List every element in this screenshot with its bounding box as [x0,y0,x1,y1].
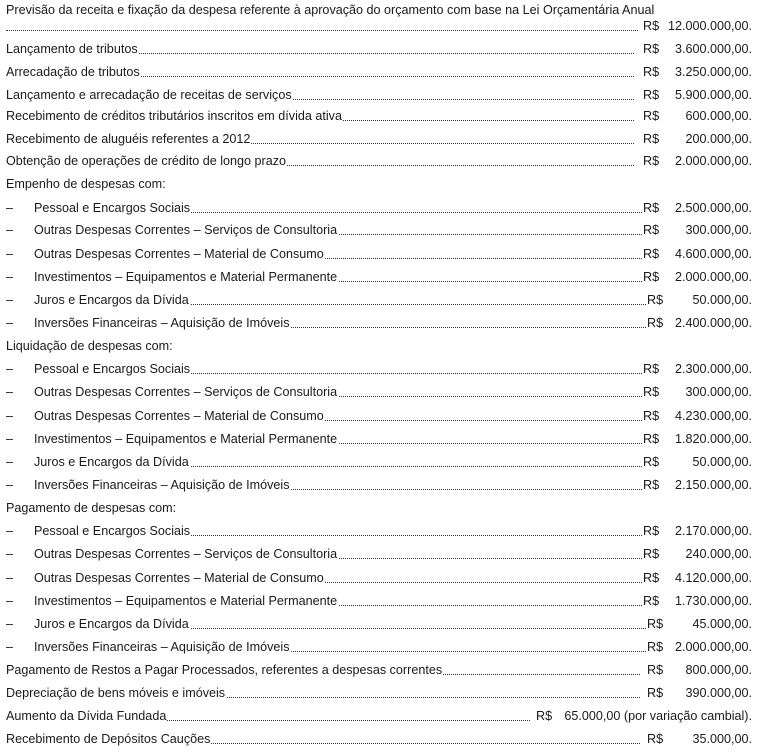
dash-marker: – [6,524,14,538]
list-item [6,593,752,609]
dash-marker: – [6,409,14,423]
list-item [6,246,752,262]
currency-symbol: R$ [643,270,660,284]
amount-value: 390.000,00. [685,686,752,700]
currency-symbol: R$ [647,617,664,631]
amount-value: 65.000,00 (por variação cambial). [564,709,752,723]
currency-symbol: R$ [647,316,664,330]
item-label: Recebimento de Depósitos Cauções [6,732,211,746]
currency-symbol: R$ [647,640,664,654]
item-label: Inversões Financeiras – Aquisição de Imóveis [34,316,290,330]
dash-marker: – [6,362,14,376]
currency-symbol: R$ [536,709,553,723]
amount-value: 45.000,00. [692,617,752,631]
amount-value: 2.150.000,00. [674,478,752,492]
amount-value: 4.600.000,00. [674,247,752,261]
list-item [6,315,752,331]
item-label: Pessoal e Encargos Sociais [34,524,191,538]
dash-marker: – [6,270,14,284]
amount-value: 4.230.000,00. [674,409,752,423]
dash-marker: – [6,547,14,561]
item-label: Outras Despesas Correntes – Material de Consumo [34,571,324,585]
amount-value: 3.250.000,00. [674,65,752,79]
currency-symbol: R$ [643,132,660,146]
amount-value: 3.600.000,00. [674,42,752,56]
intro-text: Previsão da receita e fixação da despesa referente à aprovação do orçamento com base na Lei Orçamentária Anual [6,3,655,17]
currency-symbol: R$ [643,65,660,79]
section-heading: Empenho de despesas com: [6,177,166,191]
amount-value: 1.730.000,00. [674,594,752,608]
item-label: Outras Despesas Correntes – Material de Consumo [34,409,324,423]
list-item [6,454,752,470]
currency-symbol: R$ [643,455,660,469]
item-label: Outras Despesas Correntes – Serviços de Consultoria [34,385,338,399]
currency-symbol: R$ [643,594,660,608]
currency-symbol: R$ [643,432,660,446]
currency-symbol: R$ [643,42,660,56]
currency-symbol: R$ [647,686,664,700]
list-item [6,131,752,147]
item-label: Outras Despesas Correntes – Material de Consumo [34,247,324,261]
amount-value: 2.000.000,00. [674,154,752,168]
amount-value: 2.300.000,00. [674,362,752,376]
item-label: Investimentos – Equipamentos e Material Permanente [34,270,338,284]
dash-marker: – [6,223,14,237]
list-item [6,200,752,216]
item-label: Inversões Financeiras – Aquisição de Imóveis [34,478,290,492]
amount-value: 4.120.000,00. [674,571,752,585]
currency-symbol: R$ [643,109,660,123]
list-item [6,708,752,724]
item-label: Investimentos – Equipamentos e Material Permanente [34,594,338,608]
amount-value: 2.400.000,00. [674,316,752,330]
dash-marker: – [6,247,14,261]
dash-marker: – [6,385,14,399]
item-label: Recebimento de créditos tributários inscritos em dívida ativa [6,109,342,123]
dash-marker: – [6,293,14,307]
item-label: Pagamento de Restos a Pagar Processados, referentes a despesas correntes [6,663,443,677]
amount-value: 240.000,00. [685,547,752,561]
amount-value: 2.500.000,00. [674,201,752,215]
currency-symbol: R$ [643,154,660,168]
dash-marker: – [6,432,14,446]
item-label: Lançamento de tributos [6,42,138,56]
amount-value: 50.000,00. [692,293,752,307]
list-item [6,477,752,493]
list-item [6,361,752,377]
item-label: Lançamento e arrecadação de receitas de serviços [6,88,292,102]
item-label: Outras Despesas Correntes – Serviços de Consultoria [34,223,338,237]
list-item [6,41,752,57]
dash-marker: – [6,617,14,631]
amount-value: 5.900.000,00. [674,88,752,102]
list-item [6,108,752,124]
currency-symbol: R$ [647,663,664,677]
list-item [6,731,752,747]
dash-marker: – [6,478,14,492]
currency-symbol: R$ [643,362,660,376]
dash-marker: – [6,455,14,469]
currency-symbol: R$ [643,409,660,423]
amount-value: 600.000,00. [685,109,752,123]
intro-amount-row [6,18,752,34]
list-item [6,408,752,424]
amount-value: 2.000.000,00. [674,640,752,654]
list-item [6,546,752,562]
list-item [6,153,752,169]
list-item [6,431,752,447]
item-label: Investimentos – Equipamentos e Material Permanente [34,432,338,446]
currency-symbol: R$ [643,524,660,538]
item-label: Depreciação de bens móveis e imóveis [6,686,226,700]
dash-marker: – [6,316,14,330]
item-label: Pessoal e Encargos Sociais [34,362,191,376]
amount-value: 2.000.000,00. [674,270,752,284]
dot-leader [6,30,638,31]
currency-symbol: R$ [643,223,660,237]
amount-value: 800.000,00. [685,663,752,677]
dash-marker: – [6,640,14,654]
item-label: Inversões Financeiras – Aquisição de Imóveis [34,640,290,654]
item-label: Arrecadação de tributos [6,65,140,79]
list-item [6,292,752,308]
currency-symbol: R$ [643,478,660,492]
amount-value: 1.820.000,00. [674,432,752,446]
currency-symbol: R$ [643,247,660,261]
list-item [6,64,752,80]
list-item [6,662,752,678]
item-label: Juros e Encargos da Dívida [34,293,189,307]
dash-marker: – [6,594,14,608]
dash-marker: – [6,571,14,585]
list-item [6,222,752,238]
list-item [6,523,752,539]
list-item [6,639,752,655]
list-item [6,384,752,400]
amount-value: 200.000,00. [685,132,752,146]
currency-symbol: R$ [643,88,660,102]
currency-symbol: R$ [643,547,660,561]
currency-symbol: R$ [643,19,660,33]
currency-symbol: R$ [643,201,660,215]
list-item [6,269,752,285]
dash-marker: – [6,201,14,215]
currency-symbol: R$ [643,385,660,399]
list-item [6,570,752,586]
item-label: Juros e Encargos da Dívida [34,617,189,631]
amount-value: 300.000,00. [685,385,752,399]
item-label: Outras Despesas Correntes – Serviços de Consultoria [34,547,338,561]
item-label: Obtenção de operações de crédito de longo prazo [6,154,287,168]
list-item [6,685,752,701]
amount-value: 50.000,00. [692,455,752,469]
item-label: Pessoal e Encargos Sociais [34,201,191,215]
list-item [6,87,752,103]
item-label: Juros e Encargos da Dívida [34,455,189,469]
amount-value: 12.000.000,00. [667,19,752,33]
item-label: Recebimento de aluguéis referentes a 2012 [6,132,251,146]
amount-value: 2.170.000,00. [674,524,752,538]
item-label: Aumento da Dívida Fundada [6,709,167,723]
currency-symbol: R$ [643,571,660,585]
amount-value: 35.000,00. [692,732,752,746]
section-heading: Liquidação de despesas com: [6,339,173,353]
section-heading: Pagamento de despesas com: [6,501,177,515]
currency-symbol: R$ [647,732,664,746]
currency-symbol: R$ [647,293,664,307]
list-item [6,616,752,632]
amount-value: 300.000,00. [685,223,752,237]
